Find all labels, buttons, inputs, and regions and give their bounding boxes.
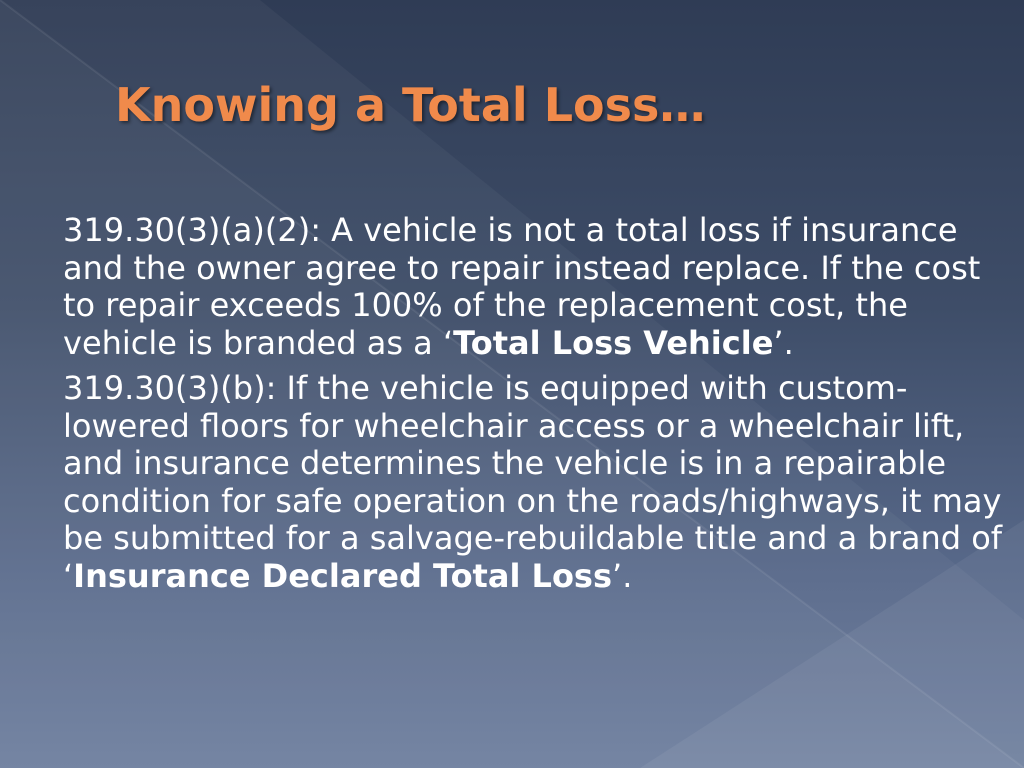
paragraph-text: 319.30(3)(a)(2): A vehicle is not a total loss if insurance and the owner agree to repair instead replace. If the cost to repair exceeds 100% of the replacement cost, the vehicle is branded as a ‘ (63, 211, 981, 362)
slide-body (63, 212, 1003, 603)
paragraph-text: 319.30(3)(b): If the vehicle is equipped with custom-lowered floors for wheelchair access or a wheelchair lift, and insurance determines the vehicle is in a repairable condition for safe operation on the roads/highways, it may be submitted for a salvage-rebuildable title and a brand of ‘ (63, 369, 1003, 595)
paragraph-total-loss-vehicle (63, 212, 1003, 362)
brand-name-bold: Insurance Declared Total Loss (73, 556, 613, 595)
paragraph-text-end: ’. (612, 556, 633, 595)
paragraph-insurance-declared (63, 370, 1003, 595)
paragraph-text-end: ’. (773, 323, 794, 362)
brand-name-bold: Total Loss Vehicle (453, 323, 774, 362)
slide-title: Knowing a Total Loss… (115, 78, 706, 132)
